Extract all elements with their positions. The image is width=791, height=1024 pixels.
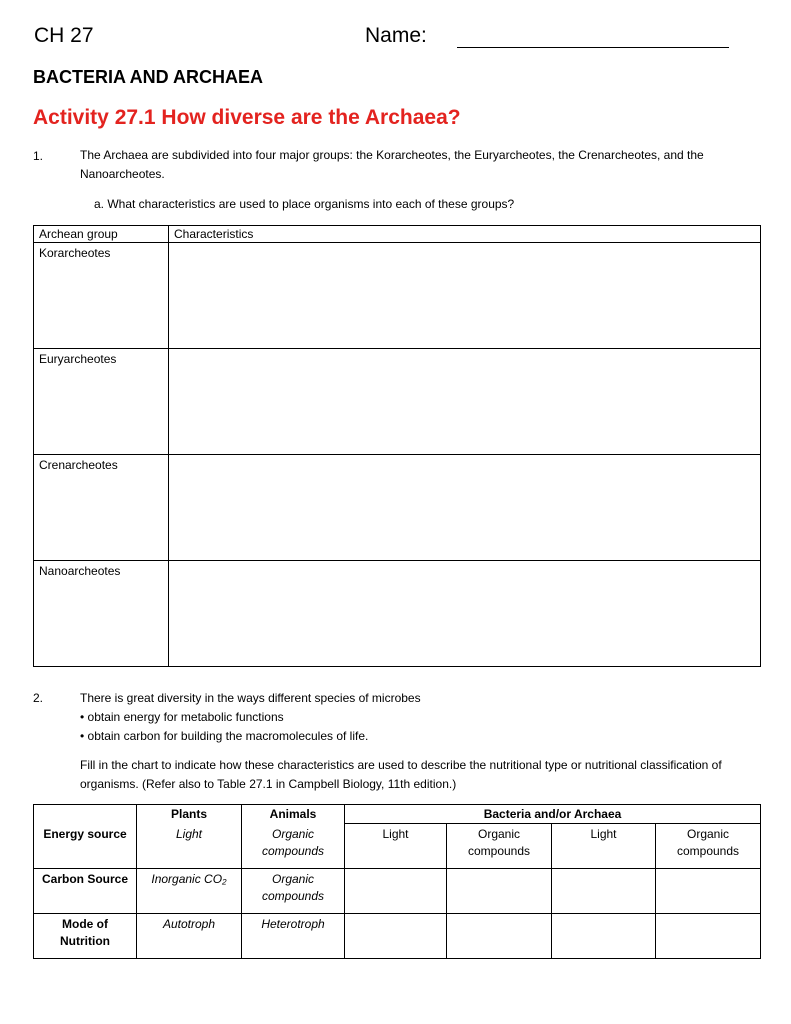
bacteria-mode-answer-4[interactable] — [656, 914, 761, 959]
question-2-intro: There is great diversity in the ways different species of microbes — [80, 691, 421, 705]
table-row — [34, 455, 761, 561]
bacteria-energy-4: Organic compounds — [656, 824, 761, 869]
bacteria-mode-answer-3[interactable] — [552, 914, 656, 959]
characteristics-answer-cell[interactable] — [169, 455, 761, 561]
bacteria-carbon-answer-3[interactable] — [552, 869, 656, 914]
table-row — [34, 349, 761, 455]
question-1-text: The Archaea are subdivided into four major groups: the Korarcheotes, the Euryarcheotes, the Crenarcheotes, and the Nanoarcheotes. — [80, 148, 704, 181]
group-crenarcheotes: Crenarcheotes — [34, 455, 169, 561]
row-label-carbon-source: Carbon Source — [34, 869, 137, 914]
archaea-groups-table — [33, 225, 761, 667]
table-row-carbon — [34, 869, 761, 914]
bacteria-energy-1: Light — [345, 824, 447, 869]
header-blank — [34, 805, 137, 824]
question-2-bullet-carbon: • obtain carbon for building the macromolecules of life. — [80, 729, 369, 743]
table-row — [34, 561, 761, 667]
bacteria-energy-2: Organic compounds — [447, 824, 552, 869]
bacteria-carbon-answer-2[interactable] — [447, 869, 552, 914]
header-animals: Animals — [242, 805, 345, 824]
name-label: Name: — [365, 24, 427, 47]
characteristics-answer-cell[interactable] — [169, 349, 761, 455]
header-plants: Plants — [137, 805, 242, 824]
animals-mode: Heterotroph — [242, 914, 345, 959]
bacteria-carbon-answer-4[interactable] — [656, 869, 761, 914]
characteristics-answer-cell[interactable] — [169, 243, 761, 349]
animals-energy: Organic compounds — [242, 824, 345, 869]
row-label-energy-source: Energy source — [34, 824, 137, 869]
table-header-row — [34, 226, 761, 243]
page-title: BACTERIA AND ARCHAEA — [33, 67, 263, 87]
nutrition-table — [33, 804, 761, 959]
header-bacteria-archaea: Bacteria and/or Archaea — [345, 805, 761, 824]
plants-carbon: Inorganic CO₂ — [137, 869, 242, 914]
header-characteristics: Characteristics — [169, 226, 761, 243]
bacteria-energy-3: Light — [552, 824, 656, 869]
characteristics-answer-cell[interactable] — [169, 561, 761, 667]
plants-mode: Autotroph — [137, 914, 242, 959]
bacteria-mode-answer-2[interactable] — [447, 914, 552, 959]
chapter-label: CH 27 — [34, 24, 94, 47]
table-header-row — [34, 805, 761, 824]
table-row — [34, 243, 761, 349]
group-euryarcheotes: Euryarcheotes — [34, 349, 169, 455]
name-blank-line[interactable] — [457, 47, 729, 48]
row-label-mode-of-nutrition: Mode of Nutrition — [34, 914, 137, 959]
question-2-number: 2. — [33, 691, 44, 705]
bacteria-carbon-answer-1[interactable] — [345, 869, 447, 914]
group-korarcheotes: Korarcheotes — [34, 243, 169, 349]
plants-energy: Light — [137, 824, 242, 869]
group-nanoarcheotes: Nanoarcheotes — [34, 561, 169, 667]
table-row-energy — [34, 824, 761, 869]
activity-title: Activity 27.1 How diverse are the Archaea? — [33, 106, 461, 129]
table-row-mode — [34, 914, 761, 959]
question-2-bullet-energy: • obtain energy for metabolic functions — [80, 710, 284, 724]
header-archean-group: Archean group — [34, 226, 169, 243]
question-1a-text: a. What characteristics are used to place organisms into each of these groups? — [94, 197, 515, 211]
question-2-instructions: Fill in the chart to indicate how these characteristics are used to describe the nutritional type or nutritional classification of organisms. (Refer also to Table 27.1 in Campbell Biology, 11th edition.) — [80, 758, 722, 791]
animals-carbon: Organic compounds — [242, 869, 345, 914]
bacteria-mode-answer-1[interactable] — [345, 914, 447, 959]
question-1-number: 1. — [33, 149, 44, 163]
